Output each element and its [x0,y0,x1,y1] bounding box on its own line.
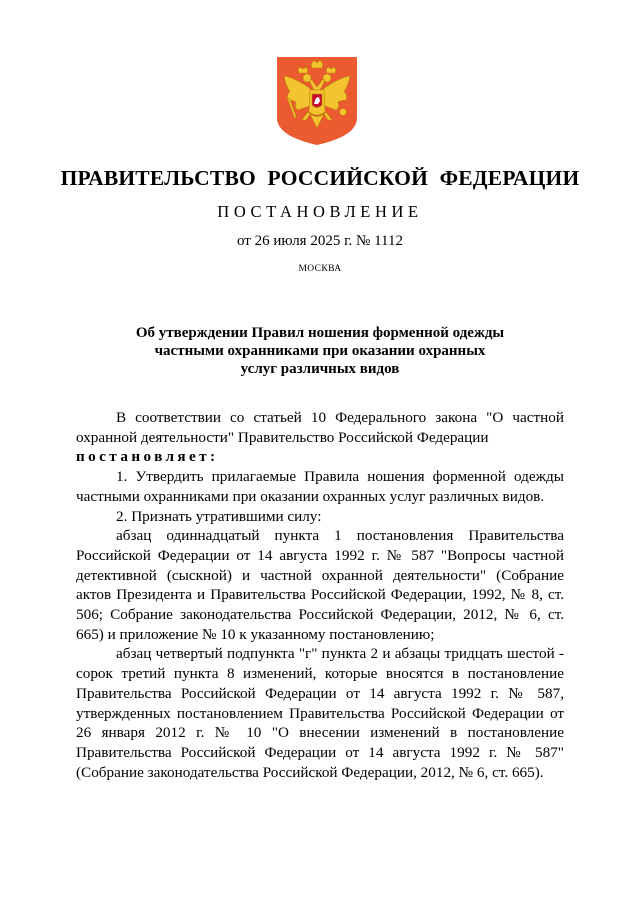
document-date-number: от 26 июля 2025 г. № 1112 [236,233,403,249]
document-type: ПОСТАНОВЛЕНИЕ [217,202,423,221]
item-1-paragraph: 1. Утвердить прилагаемые Правила ношения форменной одежды частными охранниками при оказании охранных услуг различных видов. [76,468,564,505]
russian-coat-of-arms-icon [276,56,358,146]
resolves-word: постановляет: [76,448,219,466]
document-body [76,408,564,782]
item-2a-paragraph: абзац одиннадцатый пункта 1 постановления Правительства Российской Федерации от 14 августа 1992 г. № 587 "Вопросы частной детективной (сыскной) и частной охранной деятельности" (Собрание актов Президента и Правительства Российской Федерации, 1992, № 8, ст. 506; Собрание законодательства Российской Федерации, 2012, № 6, ст. 665) и приложение № 10 к указанному постановлению; [76,527,564,643]
item-2-paragraph: 2. Признать утратившими силу: [116,507,322,525]
item-2b-paragraph: абзац четвертый подпункта "г" пункта 2 и абзацы тридцать шестой - сорок третий пункта 8 изменений, которые вносятся в постановление Правительства Российской Федерации от 14 августа 1992 г. № 587, утвержденных постановлением Правительства Российской Федерации от 26 января 2012 г. № 10 "О внесении изменений в постановление Правительства Российской Федерации от 14 августа 1992 г. № 587" (Собрание законодательства Российской Федерации, 2012, № 6, ст. 665). [76,645,564,781]
title-line: услуг различных видов [240,361,400,377]
title-line: частными охранниками при оказании охранных [154,343,486,359]
document-title [100,324,540,378]
document-city: МОСКВА [298,264,342,274]
preamble-paragraph: В соответствии со статьей 10 Федерального закона "О частной охранной деятельности" Правительство Российской Федерации [76,409,564,446]
title-line: Об утверждении Правил ношения форменной одежды [135,325,505,341]
resolves-paragraph [76,447,564,467]
government-name: ПРАВИТЕЛЬСТВО РОССИЙСКОЙ ФЕДЕРАЦИИ [60,166,580,190]
